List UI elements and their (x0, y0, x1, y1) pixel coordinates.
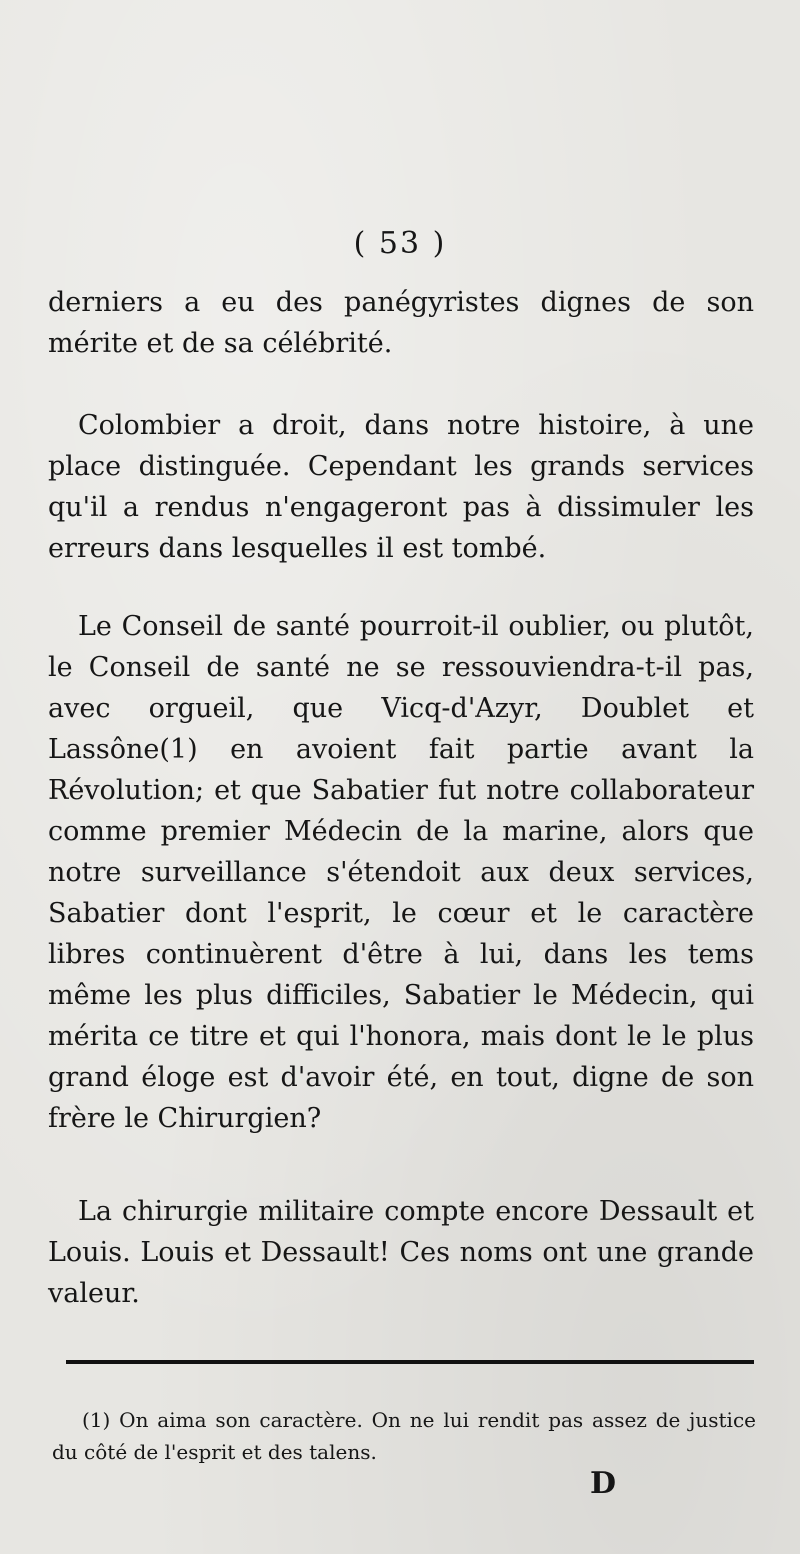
footnote-text: (1) On aima son caractère. On ne lui rendit pas assez de justice du côté de l'esprit et des talens. (52, 1408, 756, 1464)
paragraph-text: La chirurgie militaire compte encore Dessault et Louis. Louis et Dessault! Ces noms ont une grande valeur. (48, 1196, 754, 1309)
paragraph-text: Le Conseil de santé pourroit-il oublier, ou plutôt, le Conseil de santé ne se ressouviendra-t-il pas, avec orgueil, que Vicq-d'Azyr, Doublet et Lassône(1) en avoient fait partie avant la Révolution; et que Sabatier fut notre collaborateur comme premier Médecin de la marine, alors que notre surveillance s'étendoit aux deux services, Sabatier dont l'esprit, le cœur et le caractère libres continuèrent d'être à lui, dans les tems même les plus difficiles, Sabatier le Médecin, qui mérita ce titre et qui l'honora, mais dont le le plus grand éloge est d'avoir été, en tout, digne de son frère le Chirurgien? (48, 611, 754, 1134)
signature-mark: D (590, 1466, 617, 1501)
paragraph-text: Colombier a droit, dans notre histoire, à une place distinguée. Cependant les grands services qu'il a rendus n'engageront pas à dissimuler les erreurs dans lesquelles il est tombé. (48, 410, 754, 564)
paragraph-continued (48, 282, 754, 364)
footnote (52, 1404, 756, 1468)
paragraph-text: derniers a eu des panégyristes dignes de son mérite et de sa célébrité. (48, 287, 754, 359)
footnote-divider (66, 1360, 754, 1364)
paragraph-chirurgie (48, 1191, 754, 1314)
paragraph-conseil (48, 606, 754, 1139)
paragraph-colombier (48, 405, 754, 569)
page-number: ( 53 ) (353, 226, 447, 261)
